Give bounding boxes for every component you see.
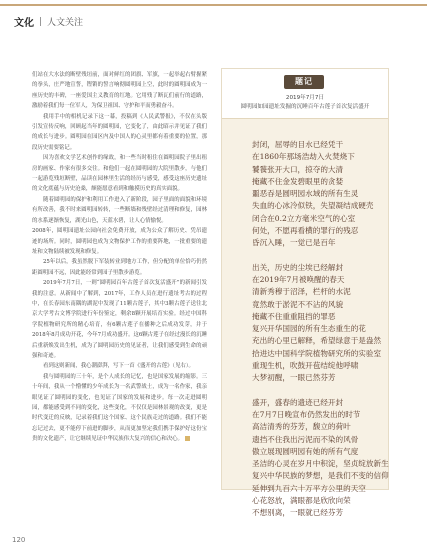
top-rule: [0, 4, 427, 6]
page-number: 120: [12, 536, 26, 544]
poem-line: 在7月7日晚宣布仍然发出的时节: [252, 409, 361, 419]
article-paragraph-text: 我与圆明园的三十年，是个人成长的记忆，也是国家发展的缩影。三十年间，我从一个懵懂的少年成长为一名武警战士，成为一名作家，我亲眼见证了圆明园的变化，也见证了国家的发展和进步。每一次走进圆明园，都能感受到不同的变化，这些变化，不仅仅是园林景观的改变，更是时代变迁的反映，记录着我们这个国家、这个民族走过的道路。我们不能忘记过去，更不能停下前进的脚步，从而更加坚定我们携手保护好这份宝贵的文化遗产，让它继续见证中华民族伟大复兴的信心和决心。: [32, 373, 207, 443]
poem-line: 饕餮张开大口，掠夺的大清: [252, 164, 344, 174]
poem-line: 圣洁的心灵在岁月中积淀，坚贞绽放新生: [252, 459, 389, 469]
poem-line: 拾进达中国科学院植物研究所的实验室: [252, 348, 382, 358]
poem-line: 掩藏不住重重阻挡的罪恶: [252, 311, 336, 321]
epigraph-box: [222, 69, 388, 119]
poem-line: 封闭，屈辱的目水已经凭干: [252, 140, 344, 149]
poem-line: 出关，历史的尘埃已经解封: [252, 262, 344, 272]
article-paragraph: [32, 372, 207, 445]
poem-panel: [221, 68, 389, 518]
poem-line: 噩恶吞是圆明园水域的所有生灵: [252, 189, 359, 199]
poem-line: 遗挡不住我出污泥而不染的风骨: [252, 434, 359, 444]
article-paragraph: 我用手中的相机记录下这一幕，投稿到《人民武警报》，不仅在头版引发宣传反响，回顾起当年的圆明园，它变化了，由此昭示并见证了我们的成长与进步。圆明园在园区内及中国人的心灵里都有着重要的位置，那段历史需要铭记。: [32, 113, 207, 151]
article-paragraph: 随着圆明园的保护和利用工作进入了新阶段，园子里面的面貌和环境有所改善，我不时来圆明园转转，一些断墙和残壁经过清理和修复，园林的水系逐渐恢复，湖光山色，天蓝水碧，让人心情愉悦。: [32, 196, 207, 224]
poem-stanza: [252, 397, 389, 520]
poem-line: 复兴中华民族的梦想，是我们不变的信仰: [252, 471, 389, 481]
section-title: 文化: [14, 17, 34, 29]
poem-line: 不想别离，一眼就已经芬芳: [252, 508, 344, 518]
poem-line: 延伸到九百六十万平方公里的天空: [252, 483, 366, 493]
epigraph-text: [226, 94, 384, 112]
poem-line: 大梦初醒，一眼已然芬芳: [252, 373, 336, 383]
header-divider: [40, 17, 41, 26]
page-header: [14, 13, 83, 29]
poem-line: 竟然敢于淤泥不不沾的风貌: [252, 299, 344, 309]
article-body: [32, 70, 207, 445]
poem-line: 复兴开华国园的所有生态重生的花: [252, 324, 366, 334]
poem-stanza: [252, 262, 382, 385]
poem-line: 盛开，盛春的遗迹已经开封: [252, 397, 344, 407]
poem-line: 高洁清秀的芬芳，馥立的荷叶: [252, 422, 351, 432]
epigraph-caption: 圆明园如园遗址发掘的沉睡百年古莲子首次复活盛开: [240, 104, 370, 110]
article-paragraph: 因为喜欢文学艺术创作的缘故，和一些当时租住在圆明园院子里出租房的画家、作家有很多交往。和他们一起在圆明园的大院里散步，与他们一起游览残垣断壁，品读在园林里生活的经历与感受，感受这座历史遗址的文化底蕴与历史沧桑，颇能愿意看到和触摸历史的真实面貌。: [32, 155, 207, 193]
subsection-title: 人文关注: [47, 17, 84, 28]
article-paragraph: 25年以后，我虽然脱下军装转业到地方工作，但分配的单位恰巧仍然距圆明园不远，因此能经常到园子里散步游览。: [32, 259, 207, 276]
poem-line: 在2019年7月被唤醒的春天: [252, 274, 345, 284]
article-paragraph: 2019年7月7日，一则“圆明园百年古莲子首次复活盛开”的新闻引发我的注意。从新闻中了解到，2017年，工作人员在进行遗址考古的过程中，在长春园东南隅的湖泥中发现了11颗古莲子，其中3颗古莲子送往北京大学考古文博学院进行年份鉴定，剩余8颗开展培育实验。经过中国科学院植物研究所的精心培育，有6颗古莲子在播种之后成功发芽，并于2018年8月成功开花，今年7月成功盛开。这6颗古莲子在经过漫长的沉睡后重新焕发出生机，成为了圆明园历史的见证者，让我们感受到生命的顽强和奇迹。: [32, 280, 207, 359]
article-paragraph: 们站在大水法的断壁残垣前，面对鲜红的团旗、军旗，一起举起右臂握紧的拳头，庄严地宣誓，铿锵的誓言响彻圆明园上空，此时的圆明园成为一座历史的丰碑，一座爱国主义教育的红地。它用残了断瓦们前行的道路，激励着我们每一位军人，为保卫祖国、守护和平而勇毅奋斗。: [32, 72, 207, 110]
poem-line: 掩藏不住金发碧眼里的贪婪: [252, 176, 344, 186]
poem-line: 重现生机，吹鼓开苞结绽他呼啸: [252, 361, 359, 371]
article-paragraph: 2008年，圆明园遗址公园向社会免费开放，成为公众了解历史、凭吊遗迹的场所。同时，圆明园也成为文物保护工作的重要阵地，一批重要的遗址和文物陆续被发现和修复。: [32, 228, 207, 255]
poem-line: 充出的心里已解释，希望绿意于是盎然: [252, 336, 382, 346]
poem-line: 何处，不愿再看横的罪行的残忍: [252, 226, 359, 236]
poem-line: 失血的心冰冷似铁，失望凝结成硬壳: [252, 201, 374, 211]
article-paragraph: 看到这则新闻，我心潮澎湃，写下一首《盛开的古莲》（见右）。: [43, 363, 194, 370]
poem-line: 昏沉入睡，一觉已是百年: [252, 238, 336, 248]
poem-line: 清新秀穆于沼泽，栏杆的水泥: [252, 287, 351, 297]
epigraph-date: 2019年7月7日: [285, 95, 325, 101]
epigraph-badge: 题记: [284, 75, 324, 89]
poem-stanza: [252, 139, 372, 250]
poem-line: 心花怒放，满眼都是欣欣向荣: [252, 496, 351, 506]
end-mark-icon: [185, 436, 190, 441]
poem-line: 傲立展现圆明园有她的所有气度: [252, 446, 359, 456]
poem: [252, 139, 389, 520]
poem-line: 闭合在0.2立方毫米空气的心室: [252, 213, 356, 223]
poem-line: 在1860年那场浩劫入火焚烧下: [252, 152, 355, 162]
